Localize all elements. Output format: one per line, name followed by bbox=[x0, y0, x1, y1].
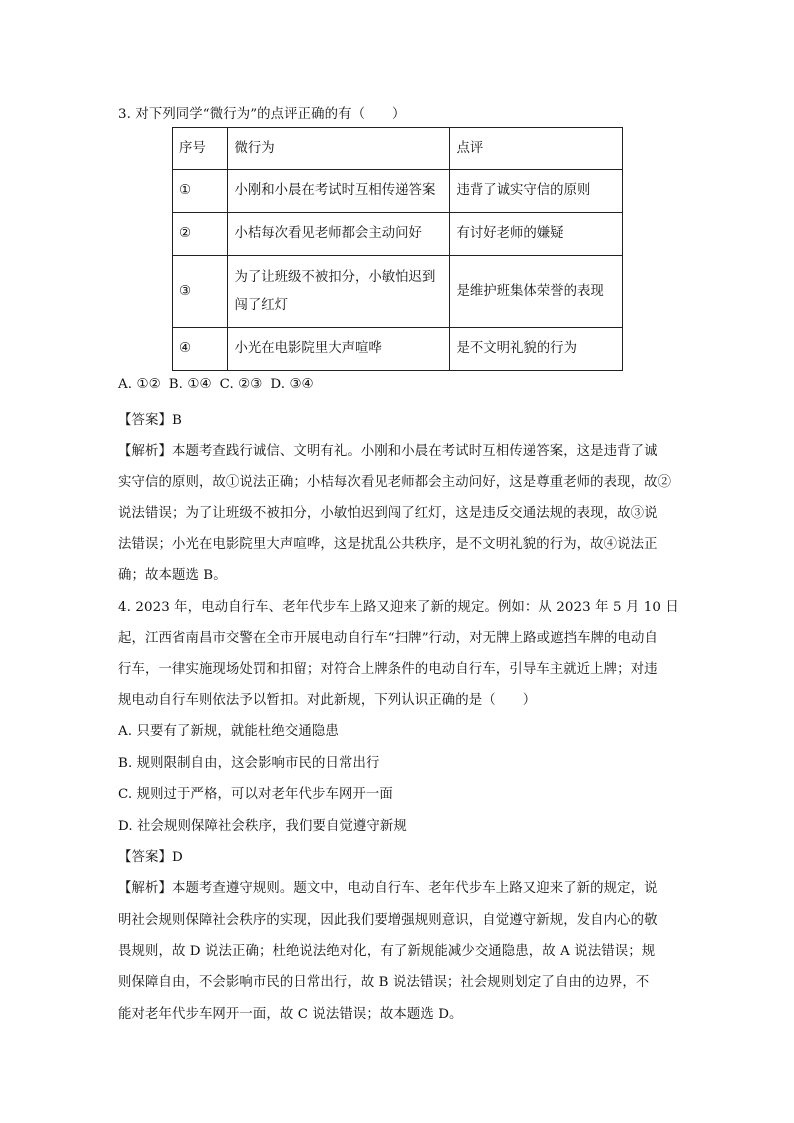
table-header-row bbox=[173, 128, 623, 170]
q4-option-d: D. 社会规则保障社会秩序，我们要自觉遵守新规 bbox=[118, 819, 407, 834]
table-cell: 违背了诚实守信的原则 bbox=[450, 170, 623, 213]
table-header-cell: 序号 bbox=[173, 128, 228, 170]
q4-stem-line: 行车，一律实施现场处罚和扣留；对符合上牌条件的电动自行车，引导车主就近上牌；对违 bbox=[118, 662, 658, 677]
q4-analysis-line: 能对老年代步车网开一面，故 C 说法错误；故本题选 D。 bbox=[118, 1007, 463, 1022]
table-cell: 是维护班集体荣誉的表现 bbox=[450, 256, 623, 328]
table-row bbox=[173, 170, 623, 213]
q3-table bbox=[172, 127, 623, 371]
q4-option-b: B. 规则限制自由，这会影响市民的日常出行 bbox=[118, 756, 380, 771]
q4-option-a: A. 只要有了新规，就能杜绝交通隐患 bbox=[118, 724, 339, 739]
table-cell: 小光在电影院里大声喧哗 bbox=[228, 328, 450, 371]
q3-answer: 【答案】B bbox=[118, 413, 182, 428]
table-row bbox=[173, 256, 623, 328]
q4-answer: 【答案】D bbox=[118, 850, 183, 865]
table-cell: ② bbox=[173, 213, 228, 256]
q3-analysis-line: 【解析】本题考查践行诚信、文明有礼。小刚和小晨在考试时互相传递答案，这是违背了诚 bbox=[118, 444, 658, 459]
table-cell: ④ bbox=[173, 328, 228, 371]
q4-option-c: C. 规则过于严格，可以对老年代步车网开一面 bbox=[118, 787, 393, 802]
q4-analysis-line: 畏规则，故 D 说法正确；杜绝说法绝对化，有了新规能减少交通隐患，故 A 说法错误；规 bbox=[118, 944, 656, 959]
q4-analysis-line: 则保障自由，不会影响市民的日常出行，故 B 说法错误；社会规则划定了自由的边界，不 bbox=[118, 975, 650, 990]
q3-analysis-line: 确；故本题选 B。 bbox=[118, 568, 227, 583]
q3-options bbox=[118, 377, 314, 392]
q3-analysis-line: 说法错误；为了让班级不被扣分，小敏怕迟到闯了红灯，这是违反交通法规的表现，故③说 bbox=[118, 506, 658, 521]
table-row bbox=[173, 328, 623, 371]
q4-stem-line: 起，江西省南昌市交警在全市开展电动自行车“扫牌”行动，对无牌上路或遮挡车牌的电动自 bbox=[118, 631, 659, 646]
table-cell: ① bbox=[173, 170, 228, 213]
q4-stem-line: 规电动自行车则依法予以暂扣。对此新规，下列认识正确的是（ ） bbox=[118, 693, 537, 708]
table-row bbox=[173, 213, 623, 256]
table-cell: 小刚和小晨在考试时互相传递答案 bbox=[228, 170, 450, 213]
q4-analysis-line: 【解析】本题考查遵守规则。题文中，电动自行车、老年代步车上路又迎来了新的规定，说 bbox=[118, 881, 658, 896]
q4-stem-line: 4. 2023 年，电动自行车、老年代步车上路又迎来了新的规定。例如：从 2023 年 5 月 10 日 bbox=[118, 600, 679, 615]
option-a: A. ①② bbox=[118, 377, 161, 392]
q3-analysis-line: 法错误；小光在电影院里大声喧哗，这是扰乱公共秩序，是不文明礼貌的行为，故④说法正 bbox=[118, 537, 658, 552]
table-header-cell: 点评 bbox=[450, 128, 623, 170]
q4-analysis-line: 明社会规则保障社会秩序的实现，因此我们要增强规则意识，自觉遵守新规，发自内心的敬 bbox=[118, 913, 658, 928]
table-cell: 是不文明礼貌的行为 bbox=[450, 328, 623, 371]
option-b: B. ①④ bbox=[168, 377, 212, 392]
table-cell: 小桔每次看见老师都会主动问好 bbox=[228, 213, 450, 256]
q3-stem: 3. 对下列同学“微行为”的点评正确的有（ ） bbox=[118, 107, 406, 122]
option-d: D. ③④ bbox=[270, 377, 314, 392]
table-header-cell: 微行为 bbox=[228, 128, 450, 170]
q3-analysis-line: 实守信的原则，故①说法正确；小桔每次看见老师都会主动问好，这是尊重老师的表现，故② bbox=[118, 475, 672, 490]
option-c: C. ②③ bbox=[219, 377, 263, 392]
table-cell: ③ bbox=[173, 256, 228, 328]
table-cell: 为了让班级不被扣分，小敏怕迟到闯了红灯 bbox=[228, 256, 450, 328]
table-cell: 有讨好老师的嫌疑 bbox=[450, 213, 623, 256]
